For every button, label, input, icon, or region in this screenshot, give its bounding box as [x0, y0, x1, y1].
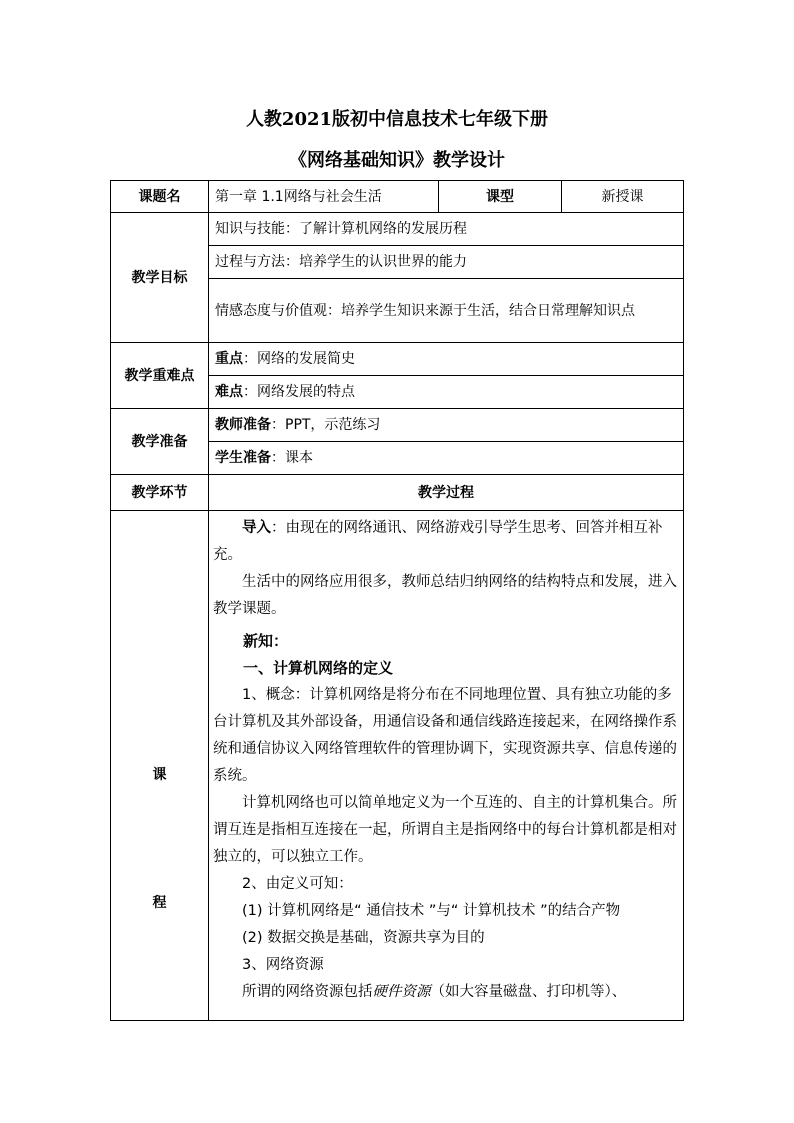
teacher-prep-label: 教师准备: [215, 417, 271, 433]
focus-text: ：网络的发展简史: [243, 351, 355, 367]
focus-cell: [209, 343, 684, 376]
goal-knowledge: 知识与技能：了解计算机网络的发展历程: [209, 213, 684, 246]
intro-text: ：由现在的网络通讯、网络游戏引导学生思考、回答并相互补充。: [213, 520, 663, 563]
resources-heading: 3、网络资源: [242, 957, 324, 973]
process-stage-cell: [111, 511, 209, 1021]
teacher-prep-cell: [209, 409, 684, 442]
lesson-plan-table: [110, 180, 684, 1021]
new-knowledge-heading: 新知：: [243, 632, 289, 650]
resources-post: （如大容量磁盘、打印机等）、: [430, 984, 627, 1000]
stage-header-left: 教学环节: [111, 475, 209, 511]
resources-pre: 所谓的网络资源包括: [242, 984, 373, 1000]
stage-header-row: [111, 475, 684, 511]
point-one: (1) 计算机网络是“ 通信技术 ”与“ 计算机技术 ”的结合产物: [242, 903, 621, 919]
point-two: (2) 数据交换是基础，资源共享为目的: [242, 930, 485, 946]
goals-label: 教学目标: [111, 213, 209, 343]
goal-attitude: 情感态度与价值观：培养学生知识来源于生活，结合日常理解知识点: [209, 279, 684, 343]
resources-paragraph: [213, 979, 679, 1006]
type-label: 课型: [439, 181, 562, 213]
difficulty-label: 难点: [215, 384, 243, 400]
process-content: [209, 511, 684, 1021]
intro-paragraph: [213, 515, 679, 569]
student-prep-text: ：课本: [271, 450, 313, 466]
simple-definition-paragraph: 计算机网络也可以简单地定义为一个互连的、自主的计算机集合。所谓互连是指相互连接在一起，所谓自主是指网络中的每台计算机都是相对独立的，可以独立工作。: [213, 795, 677, 865]
stage-header-right: 教学过程: [209, 475, 684, 511]
key-points-label: 教学重难点: [111, 343, 209, 409]
prep-row: [111, 409, 684, 442]
key-points-row: [111, 343, 684, 376]
concept-paragraph: 1、概念：计算机网络是将分布在不同地理位置、具有独立功能的多台计算机及其外部设备，用通信设备和通信线路连接起来，在网络操作系统和通信协议入网络管理软件的管理协调下，实现资源共享、信息传递的系统。: [213, 687, 677, 784]
prep-label: 教学准备: [111, 409, 209, 475]
topic-value: 第一章 1.1网络与社会生活: [209, 181, 439, 213]
topic-row: [111, 181, 684, 213]
process-stage-char2: 程: [152, 895, 167, 911]
summary-paragraph: 生活中的网络应用很多，教师总结归纳网络的结构特点和发展，进入教学课题。: [213, 574, 677, 617]
resources-hardware: 硬件资源: [372, 984, 431, 1000]
student-prep-label: 学生准备: [215, 450, 271, 466]
difficulty-text: ：网络发展的特点: [243, 384, 355, 400]
from-definition-line: 2、由定义可知：: [242, 876, 353, 892]
section-heading: 一、计算机网络的定义: [243, 659, 394, 677]
document-title: 人教2021版初中信息技术七年级下册: [245, 109, 549, 130]
document-subtitle: 《网络基础知识》教学设计: [289, 150, 505, 171]
focus-label: 重点: [215, 351, 243, 367]
intro-label: 导入: [242, 520, 271, 536]
student-prep-cell: [209, 442, 684, 475]
difficulty-cell: [209, 376, 684, 409]
topic-label: 课题名: [111, 181, 209, 213]
type-value: 新授课: [562, 181, 684, 213]
goals-row: [111, 213, 684, 246]
goal-process: 过程与方法：培养学生的认识世界的能力: [209, 246, 684, 279]
process-stage-char1: 课: [152, 767, 167, 783]
teacher-prep-text: ：PPT，示范练习: [271, 417, 381, 433]
process-row: [111, 511, 684, 1021]
